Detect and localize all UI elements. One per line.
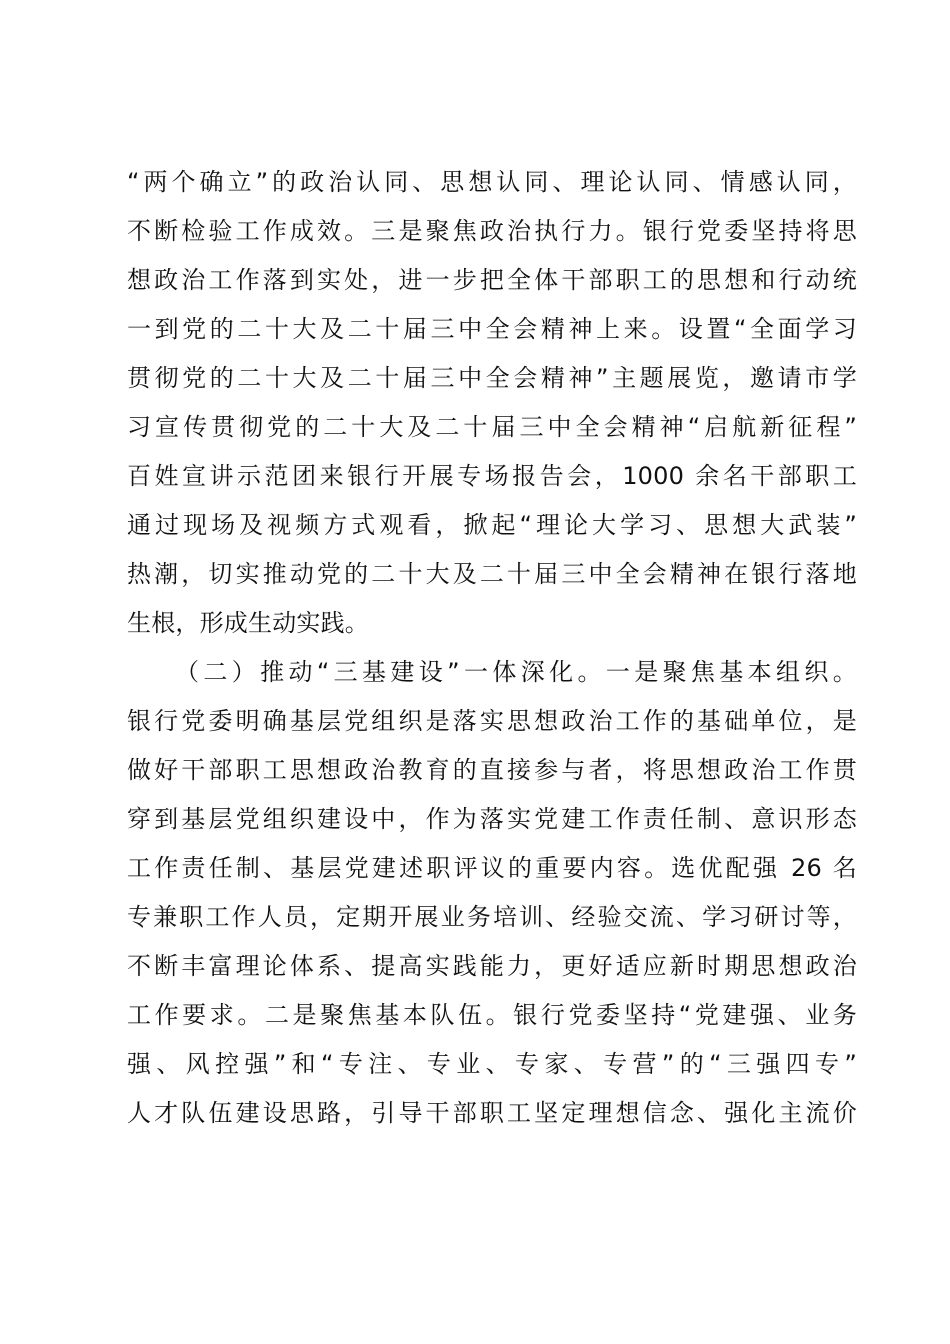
text-line: 贯彻党的二十大及二十届三中全会精神”主题展览，邀请市学 [127, 364, 857, 392]
text-line: 通过现场及视频方式观看，掀起“理论大学习、思想大武装” [127, 511, 857, 539]
text-line: 人才队伍建设思路，引导干部职工坚定理想信念、强化主流价 [127, 1099, 857, 1127]
text-line: 银行党委明确基层党组织是落实思想政治工作的基础单位，是 [127, 707, 857, 735]
text-line: 强、风控强”和“专注、专业、专家、专营”的“三强四专” [127, 1050, 857, 1078]
text-line: 想政治工作落到实处，进一步把全体干部职工的思想和行动统 [127, 266, 857, 294]
section-heading-line: （二）推动“三基建设”一体深化。一是聚焦基本组织。 [175, 658, 857, 686]
text-line: 习宣传贯彻党的二十大及二十届三中全会精神“启航新征程” [127, 413, 857, 441]
text-line: “两个确立”的政治认同、思想认同、理论认同、情感认同， [127, 168, 857, 196]
text-line: 百姓宣讲示范团来银行开展专场报告会，1000 余名干部职工 [127, 462, 857, 490]
text-line: 工作责任制、基层党建述职评议的重要内容。选优配强 26 名 [127, 854, 857, 882]
text-line: 热潮，切实推动党的二十大及二十届三中全会精神在银行落地 [127, 560, 857, 588]
text-line: 穿到基层党组织建设中，作为落实党建工作责任制、意识形态 [127, 805, 857, 833]
text-line: 工作要求。二是聚焦基本队伍。银行党委坚持“党建强、业务 [127, 1001, 857, 1029]
text-line: 不断丰富理论体系、提高实践能力，更好适应新时期思想政治 [127, 952, 857, 980]
text-line: 不断检验工作成效。三是聚焦政治执行力。银行党委坚持将思 [127, 217, 857, 245]
text-line: 生根，形成生动实践。 [127, 609, 369, 637]
text-line: 专兼职工作人员，定期开展业务培训、经验交流、学习研讨等， [127, 903, 857, 931]
text-line: 一到党的二十大及二十届三中全会精神上来。设置“全面学习 [127, 315, 857, 343]
text-line: 做好干部职工思想政治教育的直接参与者，将思想政治工作贯 [127, 756, 857, 784]
